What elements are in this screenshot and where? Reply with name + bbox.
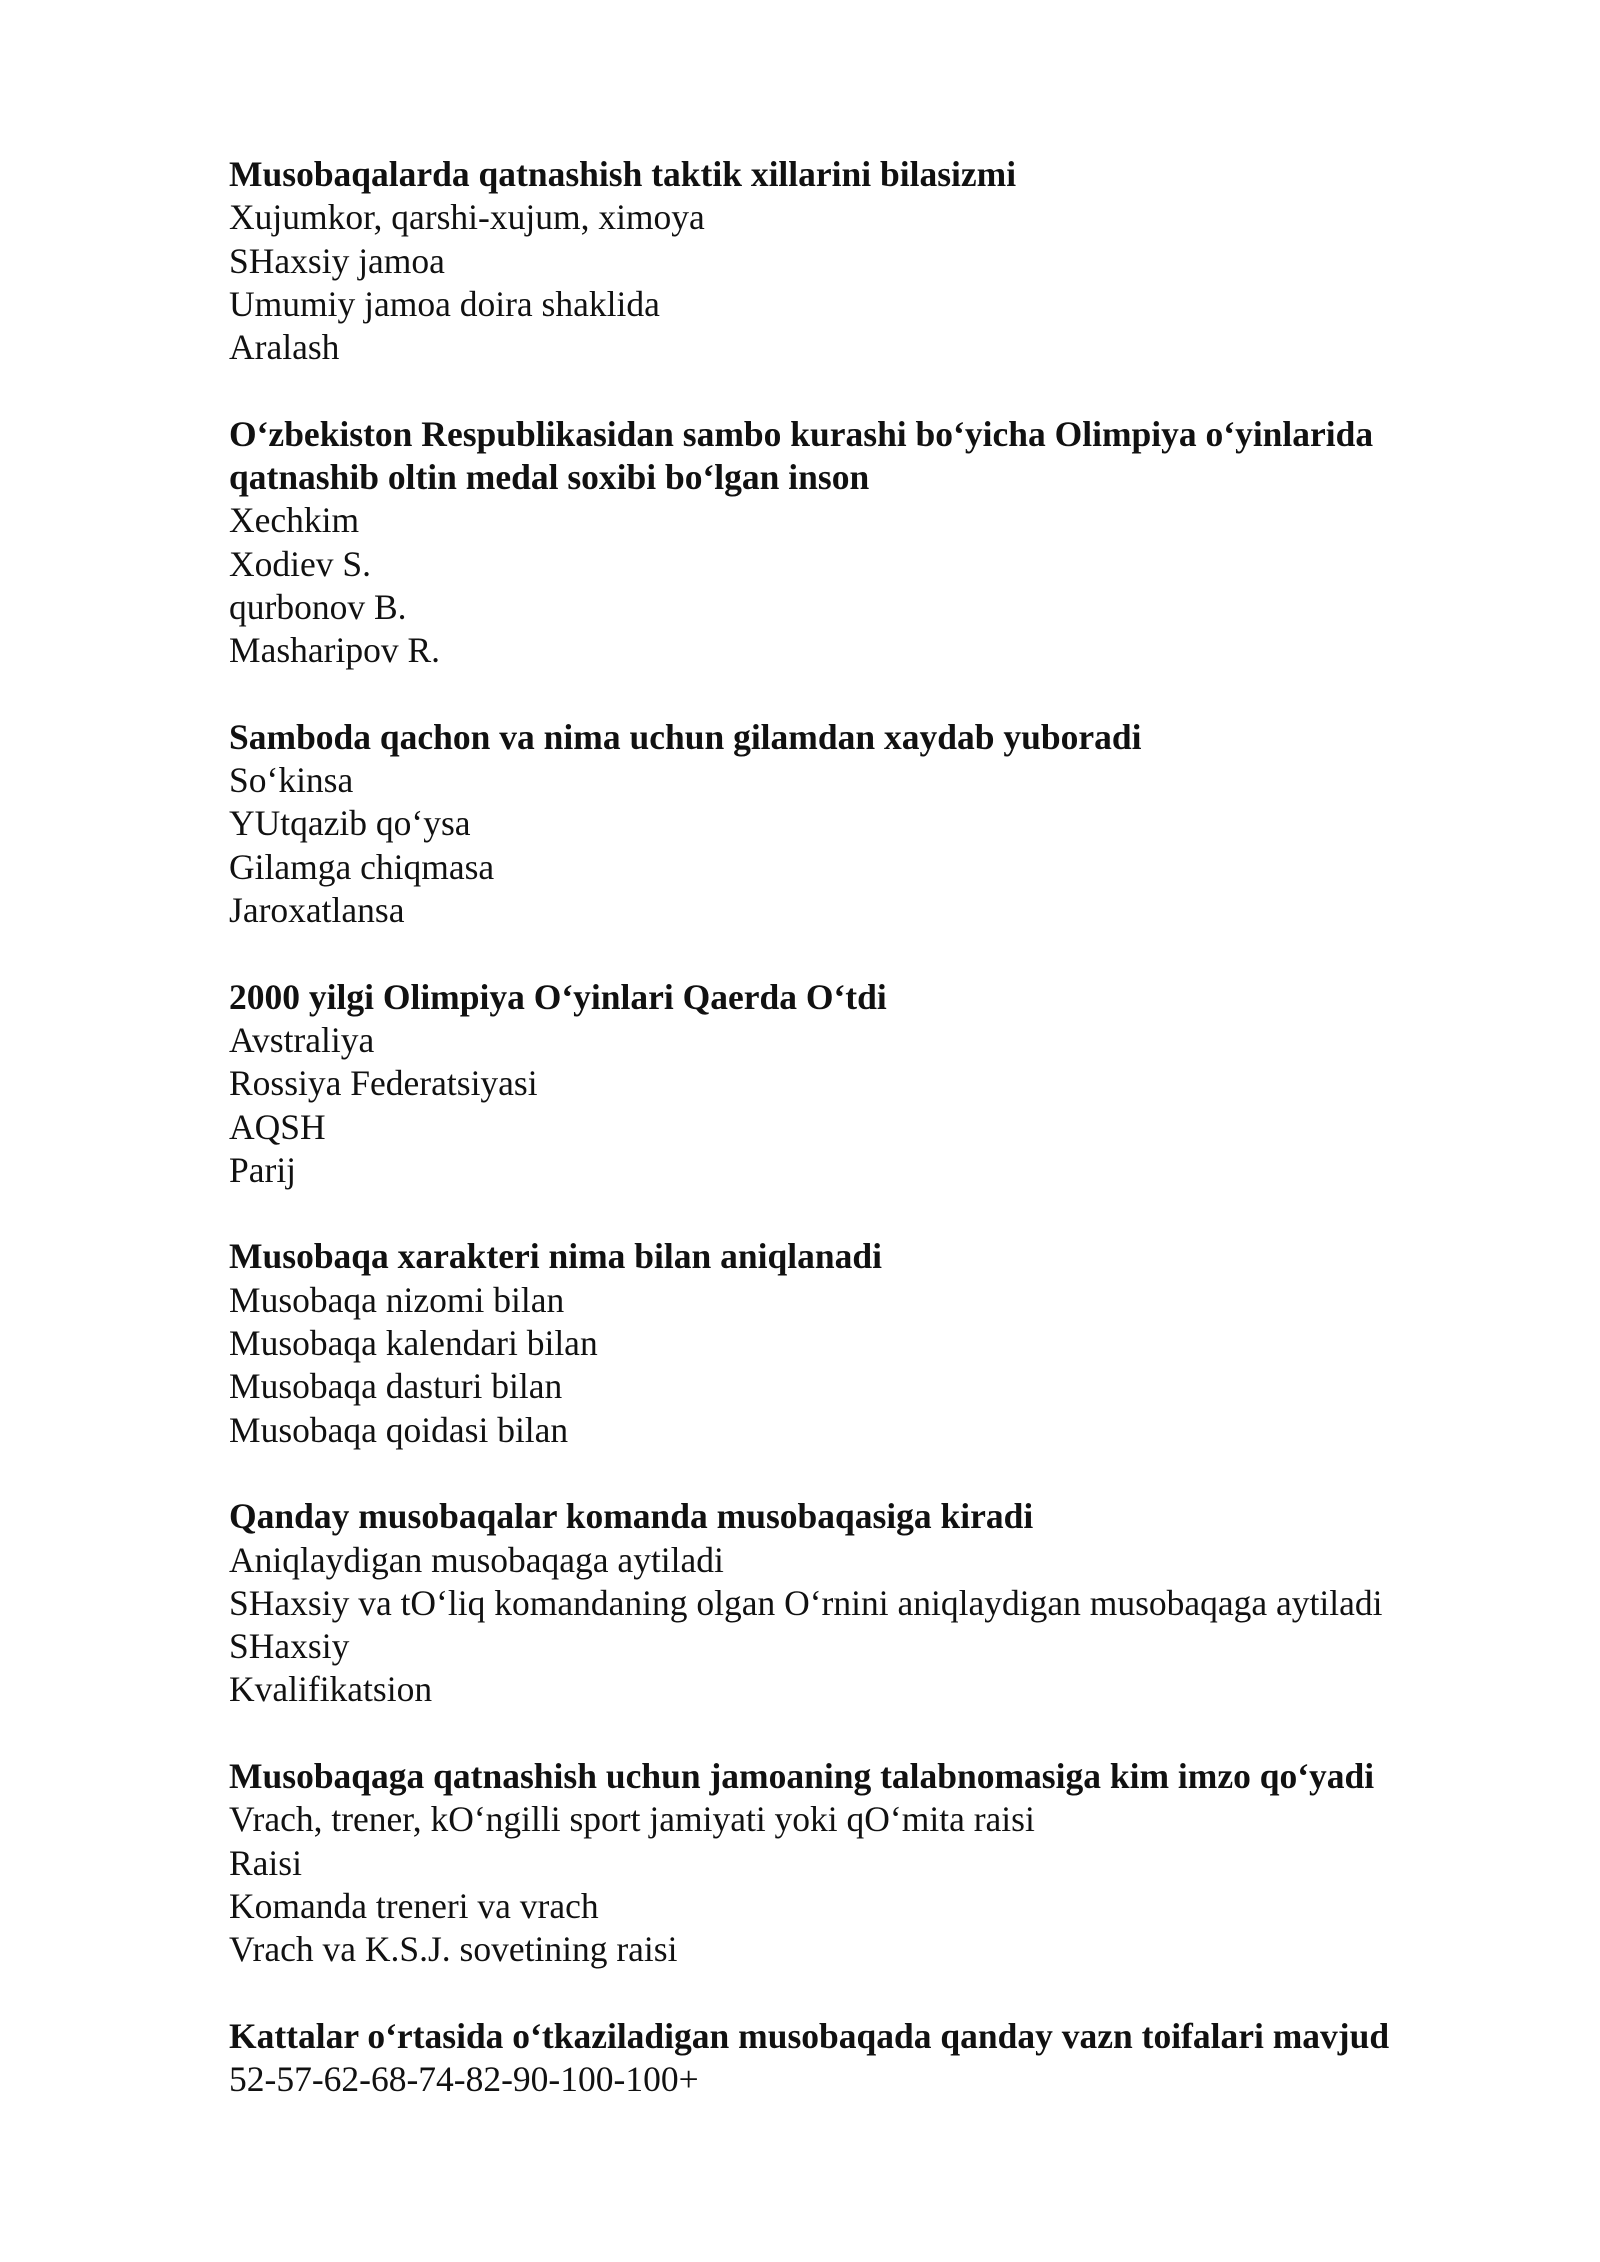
answer-option: Komanda treneri va vrach: [229, 1885, 599, 1926]
question-text: Musobaqa xarakteri nima bilan aniqlanadi: [229, 1236, 882, 1277]
answer-option: Musobaqa dasturi bilan: [229, 1366, 563, 1407]
answer-option: So‘kinsa: [229, 760, 354, 801]
answer-option: SHaxsiy jamoa: [229, 240, 445, 281]
question-block-6: [229, 1495, 1529, 1711]
answer-option: Xechkim: [229, 500, 360, 541]
question-text: Kattalar o‘rtasida o‘tkaziladigan musobaqada qanday vazn toifalari mavjud: [229, 2015, 1390, 2056]
question-block-3: [229, 716, 1529, 932]
answer-option: AQSH: [229, 1106, 326, 1147]
answer-option: Musobaqa kalendari bilan: [229, 1323, 598, 1364]
answer-option: Masharipov R.: [229, 630, 441, 671]
question-block-7: [229, 1755, 1529, 1971]
answer-option: qurbonov B.: [229, 586, 407, 627]
answer-option: Musobaqa qoidasi bilan: [229, 1409, 569, 1450]
answer-option: Umumiy jamoa doira shaklida: [229, 283, 660, 324]
question-text: 2000 yilgi Olimpiya O‘yinlari Qaerda O‘tdi: [229, 976, 887, 1017]
answer-option: Gilamga chiqmasa: [229, 846, 495, 887]
answer-option: Xodiev S.: [229, 543, 371, 584]
question-text: Samboda qachon va nima uchun gilamdan xaydab yuboradi: [229, 716, 1142, 757]
answer-option: Rossiya Federatsiyasi: [229, 1063, 538, 1104]
question-block-4: [229, 976, 1529, 1192]
question-text: Musobaqalarda qatnashish taktik xillarini bilasizmi: [229, 154, 1017, 194]
question-block-1: [229, 153, 1529, 369]
answer-option: 52-57-62-68-74-82-90-100-100+: [229, 2059, 699, 2100]
answer-option: Vrach va K.S.J. sovetining raisi: [229, 1929, 678, 1970]
document-page: [229, 153, 1529, 2145]
question-block-2: [229, 413, 1529, 673]
answer-option: Aniqlaydigan musobaqaga aytiladi: [229, 1539, 724, 1580]
answer-option: Musobaqa nizomi bilan: [229, 1279, 565, 1320]
answer-option: SHaxsiy va tO‘liq komandaning olgan O‘rnini aniqlaydigan musobaqaga aytiladi: [229, 1582, 1383, 1623]
answer-option: Xujumkor, qarshi-xujum, ximoya: [229, 197, 705, 238]
answer-option: Kvalifikatsion: [229, 1669, 433, 1710]
answer-option: SHaxsiy: [229, 1626, 350, 1667]
question-text: O‘zbekiston Respublikasidan sambo kurashi bo‘yicha Olimpiya o‘yinlarida qatnashib oltin medal soxibi bo‘lgan inson: [229, 413, 1374, 498]
answer-option: Vrach, trener, kO‘ngilli sport jamiyati yoki qO‘mita raisi: [229, 1799, 1035, 1840]
answer-option: Jaroxatlansa: [229, 890, 405, 931]
answer-option: YUtqazib qo‘ysa: [229, 803, 471, 844]
answer-option: Avstraliya: [229, 1019, 375, 1060]
answer-option: Parij: [229, 1149, 297, 1190]
question-text: Musobaqaga qatnashish uchun jamoaning talabnomasiga kim imzo qo‘yadi: [229, 1755, 1375, 1796]
answer-option: Raisi: [229, 1842, 302, 1883]
question-text: Qanday musobaqalar komanda musobaqasiga kiradi: [229, 1496, 1034, 1537]
question-block-8: [229, 2015, 1529, 2102]
question-block-5: [229, 1235, 1529, 1451]
answer-option: Aralash: [229, 327, 340, 368]
